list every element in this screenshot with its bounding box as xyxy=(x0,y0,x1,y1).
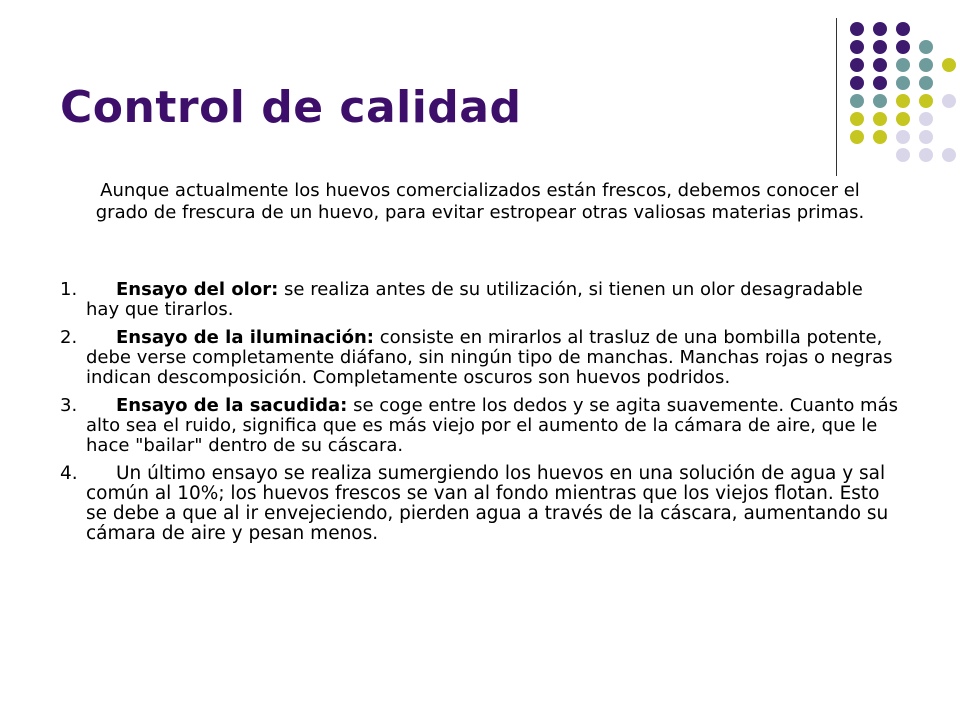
decorative-dot xyxy=(896,148,910,162)
decorative-dot xyxy=(850,112,864,126)
decorative-dot xyxy=(850,58,864,72)
decorative-dot xyxy=(919,130,933,144)
decorative-dot xyxy=(850,40,864,54)
test-description: Un último ensayo se realiza sumergiendo los huevos en una solución de agua y sal común al 10%; los huevos frescos se van al fondo mientras que los viejos flotan. Esto se debe a que al ir envejeciendo, pierden agua a través de la cáscara, aumentando su cámara de aire y pesan menos. xyxy=(86,463,889,544)
test-description: se coge entre los dedos y se agita suavemente. Cuanto más alto sea el ruido, significa que es más viejo por el aumento de la cámara de aire, que le hace "bailar" dentro de su cáscara. xyxy=(86,395,898,456)
decorative-dot xyxy=(850,76,864,90)
decorative-dot xyxy=(896,130,910,144)
decorative-dot xyxy=(896,112,910,126)
slide-title: Control de calidad xyxy=(60,82,522,133)
decorative-dot xyxy=(896,40,910,54)
decorative-dot xyxy=(873,22,887,36)
decorative-dot xyxy=(896,58,910,72)
decorative-dot xyxy=(919,58,933,72)
decorative-dot xyxy=(850,130,864,144)
decorative-dot xyxy=(942,58,956,72)
list-number: 2. xyxy=(60,327,78,348)
test-item-immersion xyxy=(60,464,900,544)
decorative-dot xyxy=(873,58,887,72)
decorative-dot xyxy=(873,130,887,144)
vertical-divider xyxy=(836,18,837,176)
intro-paragraph: Aunque actualmente los huevos comercializados están frescos, debemos conocer el grado de frescura de un huevo, para evitar estropear otras valiosas materias primas. xyxy=(95,180,865,223)
test-title: Ensayo del olor: xyxy=(116,279,279,300)
decorative-dot xyxy=(942,148,956,162)
test-description: se realiza antes de su utilización, si tienen un olor desagradable hay que tirarlos. xyxy=(86,279,863,320)
decorative-dot xyxy=(919,40,933,54)
decorative-dot xyxy=(873,40,887,54)
list-number: 4. xyxy=(60,463,78,484)
decorative-dot xyxy=(873,112,887,126)
decorative-dot xyxy=(919,94,933,108)
test-title: Ensayo de la sacudida: xyxy=(116,395,348,416)
decorative-dot xyxy=(919,112,933,126)
list-number: 1. xyxy=(60,279,78,300)
list-number: 3. xyxy=(60,395,78,416)
test-title: Ensayo de la iluminación: xyxy=(116,327,374,348)
decorative-dot xyxy=(850,22,864,36)
test-item-shaking xyxy=(60,396,900,456)
decorative-dot xyxy=(873,94,887,108)
decorative-dot xyxy=(873,76,887,90)
decorative-dot xyxy=(919,148,933,162)
test-item-smell xyxy=(60,280,900,320)
test-list xyxy=(60,280,900,552)
test-item-lighting xyxy=(60,328,900,388)
decorative-dot xyxy=(919,76,933,90)
decorative-dot xyxy=(850,94,864,108)
decorative-dot xyxy=(942,94,956,108)
decorative-dot xyxy=(896,76,910,90)
decorative-dot xyxy=(896,22,910,36)
test-description: consiste en mirarlos al trasluz de una bombilla potente, debe verse completamente diáfano, sin ningún tipo de manchas. Manchas rojas o negras indican descomposición. Completamente oscuros son huevos podridos. xyxy=(86,327,893,388)
decorative-dot xyxy=(896,94,910,108)
